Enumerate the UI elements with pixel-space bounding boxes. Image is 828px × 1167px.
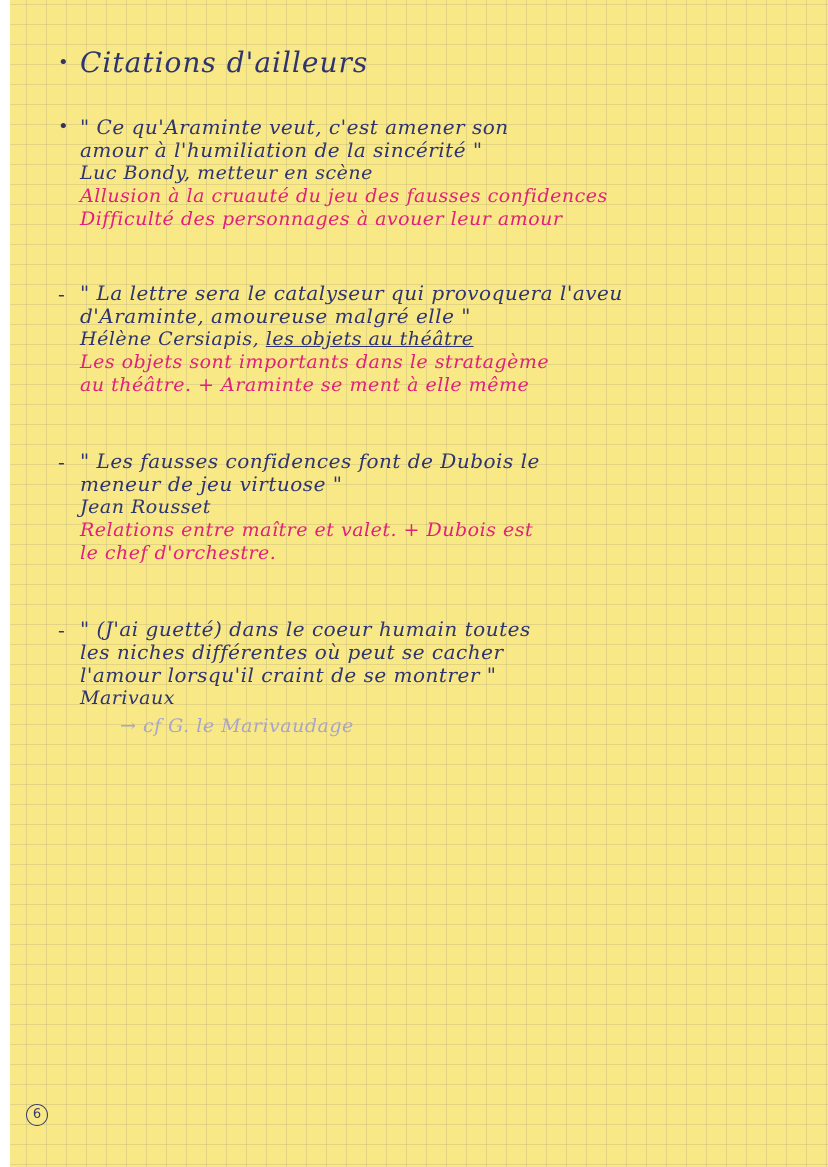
section-heading <box>58 46 368 79</box>
entry-marker: • <box>58 116 69 137</box>
citation-entry-1 <box>58 116 808 231</box>
quote-line: " La lettre sera le catalyseur qui provoquera l'aveu <box>80 281 623 305</box>
page-title: Citations d'ailleurs <box>80 46 369 79</box>
quote-line: " Les fausses confidences font de Dubois le <box>80 449 540 473</box>
entry-marker: - <box>58 282 65 306</box>
analysis-note: Difficulté des personnages à avouer leur amour <box>80 208 563 230</box>
quote-line: meneur de jeu virtuose " <box>80 472 343 496</box>
analysis-note: Allusion à la cruauté du jeu des fausses confidences <box>80 185 608 207</box>
quote-author: Jean Rousset <box>80 496 211 518</box>
quote-author: Hélène Cersiapis, les objets au théâtre <box>80 328 474 350</box>
quote-line: " Ce qu'Araminte veut, c'est amener son <box>80 115 509 139</box>
quote-line: les niches différentes où peut se cacher <box>80 640 504 664</box>
citation-entry-2 <box>58 282 808 397</box>
entry-marker: - <box>58 618 65 642</box>
analysis-note: au théâtre. + Araminte se ment à elle même <box>80 374 530 396</box>
quote-line: amour à l'humiliation de la sincérité " <box>80 138 483 162</box>
citation-entry-4 <box>58 618 808 738</box>
quote-line: l'amour lorsqu'il craint de se montrer " <box>80 663 497 687</box>
quote-line: " (J'ai guetté) dans le coeur humain toutes <box>80 617 531 641</box>
analysis-note: Relations entre maître et valet. + Dubois est <box>80 519 534 541</box>
analysis-note: Les objets sont importants dans le stratagème <box>80 351 550 373</box>
page-number: 6 <box>26 1104 48 1126</box>
entry-marker: - <box>58 450 65 474</box>
quote-author: Marivaux <box>80 687 175 709</box>
cross-reference: → cf G. le Marivaudage <box>120 715 354 737</box>
quote-author: Luc Bondy, metteur en scène <box>80 162 373 184</box>
heading-bullet: • <box>58 52 69 73</box>
citation-entry-3 <box>58 450 808 565</box>
quote-line: d'Araminte, amoureuse malgré elle " <box>80 304 471 328</box>
analysis-note: le chef d'orchestre. <box>80 542 277 564</box>
